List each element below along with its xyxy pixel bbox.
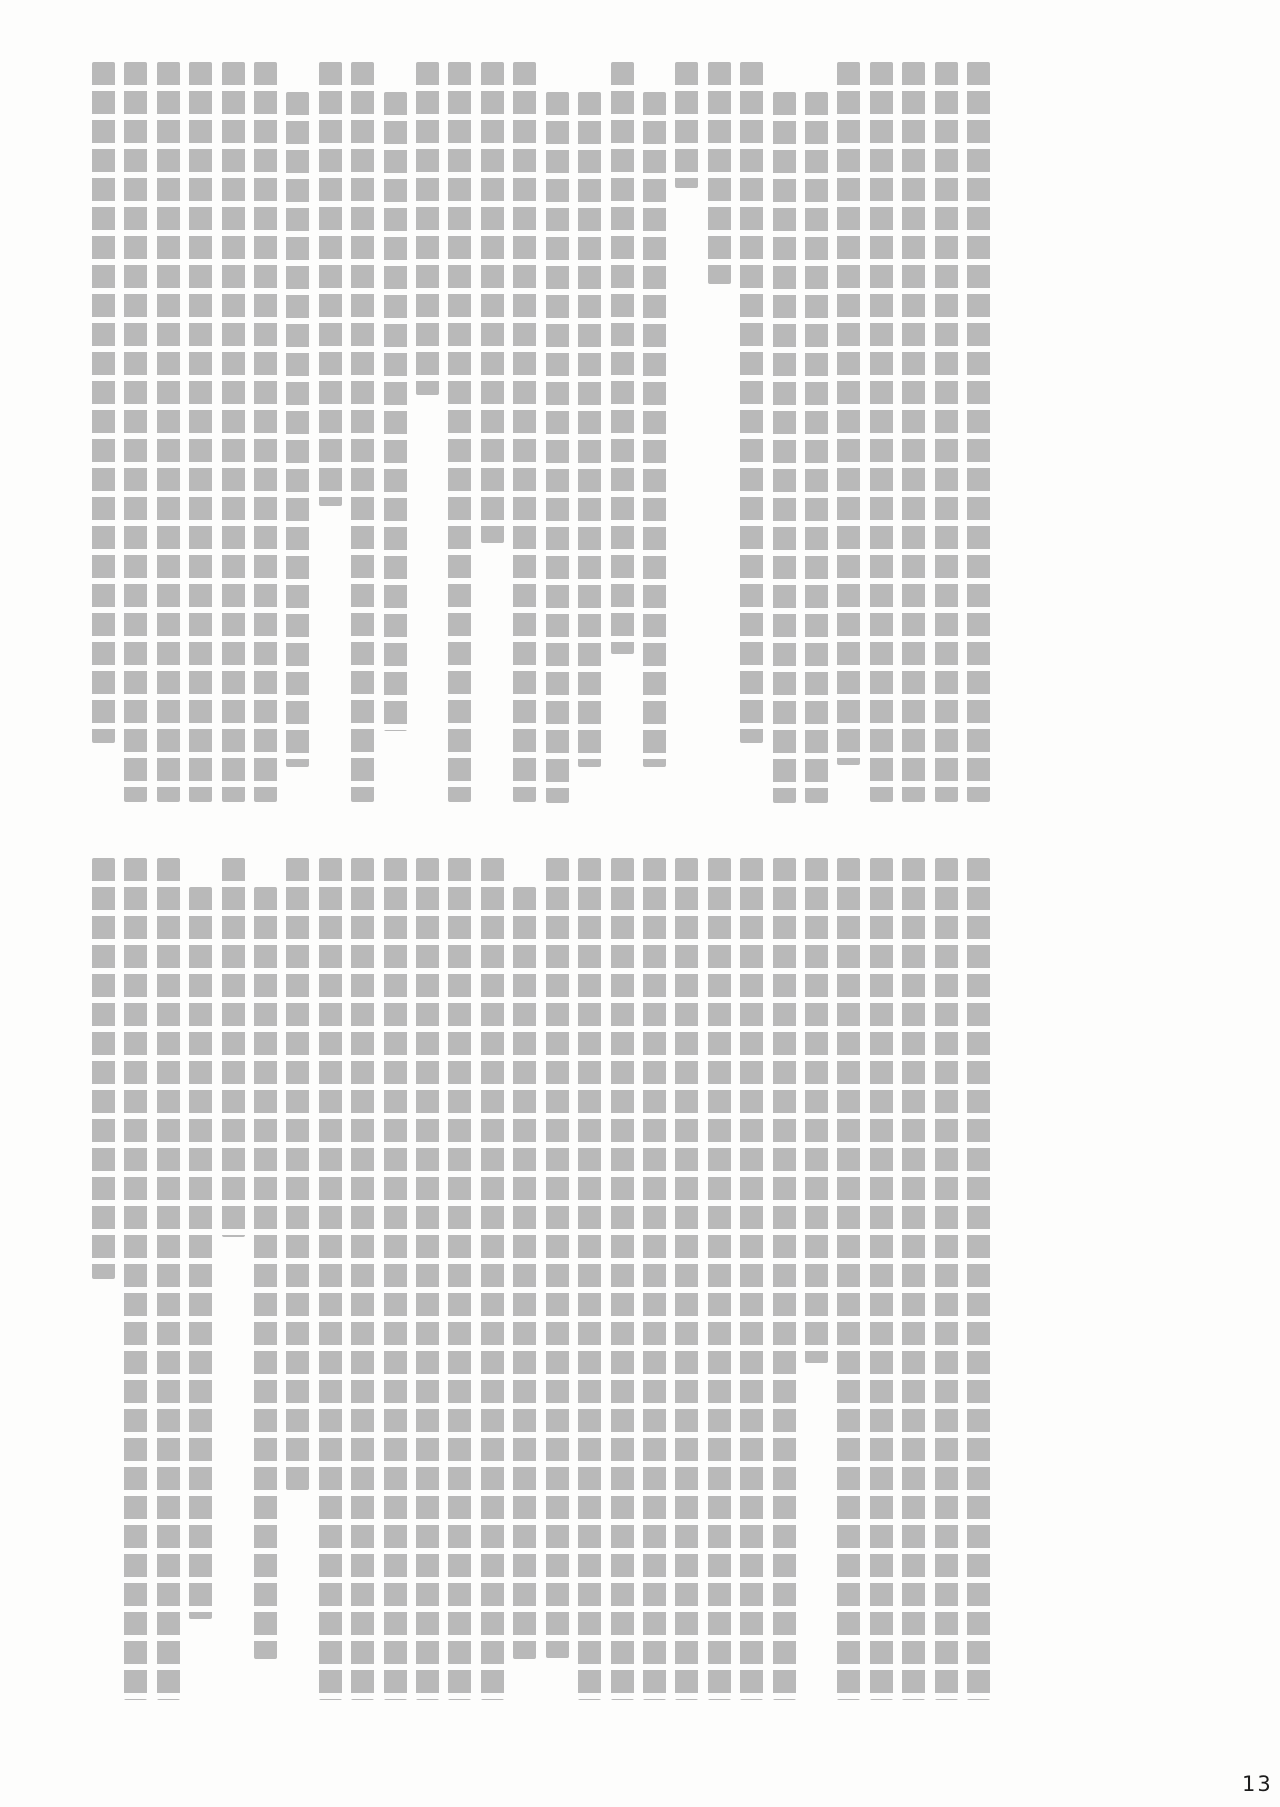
redacted-text-run — [124, 858, 147, 1700]
redacted-text-run — [837, 858, 860, 1700]
redacted-text-column — [319, 858, 342, 1700]
redacted-text-column — [189, 858, 212, 1700]
redacted-text-column — [222, 858, 245, 1700]
redacted-text-column — [416, 62, 439, 802]
redacted-text-column — [643, 62, 666, 802]
redacted-text-run — [675, 858, 698, 1700]
redacted-text-column — [513, 62, 536, 802]
redacted-text-run — [611, 858, 634, 1700]
redacted-text-column — [448, 62, 471, 802]
redacted-text-run — [416, 62, 439, 395]
redacted-text-column — [902, 62, 925, 802]
redacted-text-column — [805, 62, 828, 802]
redacted-text-column — [286, 858, 309, 1700]
redacted-text-column — [967, 62, 990, 802]
redacted-text-column — [384, 62, 407, 802]
redacted-text-column — [416, 858, 439, 1700]
redacted-text-run — [513, 887, 536, 1659]
redacted-text-run — [222, 858, 245, 1237]
redacted-text-run — [902, 62, 925, 802]
redacted-text-column — [222, 62, 245, 802]
redacted-text-run — [773, 858, 796, 1700]
redacted-text-run — [773, 92, 796, 803]
redacted-text-column — [611, 62, 634, 802]
redacted-text-run — [967, 62, 990, 802]
redacted-text-column — [351, 858, 374, 1700]
redacted-text-column — [254, 62, 277, 802]
redacted-text-column — [157, 62, 180, 802]
redacted-text-column — [546, 858, 569, 1700]
redacted-text-column — [481, 858, 504, 1700]
redacted-text-run — [481, 858, 504, 1700]
redacted-text-column — [286, 62, 309, 802]
redacted-text-column — [935, 858, 958, 1700]
redacted-text-column — [870, 62, 893, 802]
redacted-text-run — [513, 62, 536, 802]
redacted-text-run — [286, 92, 309, 767]
redacted-text-column — [157, 858, 180, 1700]
redacted-text-run — [740, 62, 763, 743]
redacted-text-column — [578, 858, 601, 1700]
redacted-text-column — [708, 858, 731, 1700]
redacted-text-column — [902, 858, 925, 1700]
redacted-text-run — [254, 62, 277, 802]
redacted-text-column — [773, 858, 796, 1700]
redacted-text-run — [384, 858, 407, 1700]
redacted-text-column — [740, 62, 763, 802]
redacted-text-run — [643, 92, 666, 767]
redacted-text-column — [124, 858, 147, 1700]
redacted-text-column — [481, 62, 504, 802]
redacted-text-run — [254, 887, 277, 1659]
redacted-text-run — [708, 62, 731, 284]
redacted-text-run — [157, 858, 180, 1700]
redacted-text-column — [643, 858, 666, 1700]
redacted-text-run — [546, 92, 569, 803]
redacted-text-run — [902, 858, 925, 1700]
redacted-text-run — [611, 62, 634, 654]
redacted-text-run — [805, 92, 828, 803]
redacted-text-column — [124, 62, 147, 802]
redacted-text-run — [92, 62, 115, 743]
redacted-text-run — [740, 858, 763, 1700]
text-block-top — [92, 62, 990, 802]
redacted-text-run — [189, 62, 212, 802]
redacted-text-column — [384, 858, 407, 1700]
redacted-text-column — [189, 62, 212, 802]
redacted-text-column — [708, 62, 731, 802]
redacted-text-run — [837, 62, 860, 765]
redacted-text-run — [351, 62, 374, 802]
redacted-text-run — [124, 62, 147, 802]
redacted-text-run — [675, 62, 698, 188]
redacted-text-run — [481, 62, 504, 543]
redacted-text-column — [319, 62, 342, 802]
redacted-text-column — [513, 858, 536, 1700]
text-block-bottom — [92, 858, 990, 1700]
redacted-text-run — [319, 62, 342, 506]
redacted-text-run — [286, 858, 309, 1490]
redacted-text-run — [448, 858, 471, 1700]
redacted-text-run — [578, 858, 601, 1700]
redacted-text-column — [578, 62, 601, 802]
redacted-text-run — [546, 858, 569, 1658]
redacted-text-column — [837, 62, 860, 802]
redacted-text-column — [935, 62, 958, 802]
redacted-text-column — [740, 858, 763, 1700]
redacted-text-column — [92, 858, 115, 1700]
redacted-text-column — [773, 62, 796, 802]
redacted-text-run — [870, 858, 893, 1700]
redacted-text-column — [675, 62, 698, 802]
redacted-text-column — [351, 62, 374, 802]
redacted-text-column — [611, 858, 634, 1700]
redacted-text-run — [578, 92, 601, 767]
page-number: 13 — [1242, 1772, 1273, 1796]
redacted-text-column — [92, 62, 115, 802]
redacted-text-column — [967, 858, 990, 1700]
redacted-text-run — [870, 62, 893, 802]
redacted-text-run — [157, 62, 180, 802]
redacted-text-column — [870, 858, 893, 1700]
redacted-text-column — [675, 858, 698, 1700]
redacted-text-run — [384, 92, 407, 731]
redacted-text-run — [448, 62, 471, 802]
redacted-text-run — [805, 858, 828, 1363]
redacted-text-run — [222, 62, 245, 802]
redacted-text-run — [643, 858, 666, 1700]
redacted-text-column — [805, 858, 828, 1700]
redacted-text-run — [935, 62, 958, 802]
redacted-text-run — [351, 858, 374, 1700]
redacted-text-run — [92, 858, 115, 1279]
redacted-text-run — [416, 858, 439, 1700]
redacted-text-run — [189, 887, 212, 1619]
redacted-text-run — [319, 858, 342, 1700]
redacted-text-column — [837, 858, 860, 1700]
redacted-text-run — [935, 858, 958, 1700]
redacted-text-run — [708, 858, 731, 1700]
redacted-text-run — [967, 858, 990, 1700]
redacted-text-column — [254, 858, 277, 1700]
redacted-text-column — [448, 858, 471, 1700]
redacted-text-column — [546, 62, 569, 802]
